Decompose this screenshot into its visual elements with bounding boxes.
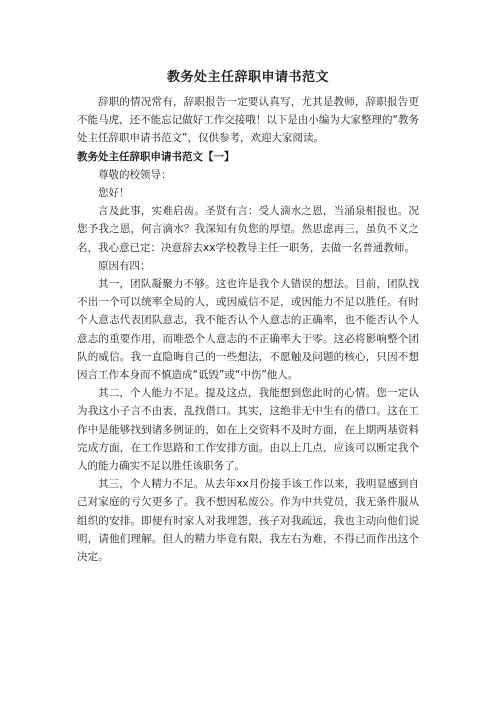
intro-paragraph: 辞职的情况常有，辞职报告一定要认真写，尤其是教师，辞职报告更不能马虎，还不能忘记做好工作交接哦！以下是由小编为大家整理的“教务处主任辞职申请书范文”，仅供参考，欢迎大家阅读。 <box>77 96 419 145</box>
body-paragraph-reason-2: 其二，个人能力不足。提及这点，我能想到您此时的心情。您一定认为我这小子言不由衷，乱找借口。其实，这绝非无中生有的借口。这在工作中是能够找到诸多例证的，如在上交资料不及时方面，在上期两基资料完成方面，在工作思路和工作安排方面。由以上几点，应该可以断定我个人的能力确实不足以胜任该职务了。 <box>77 387 419 473</box>
greeting: 您好！ <box>98 187 130 200</box>
reasons-intro: 原因有四： <box>98 259 151 272</box>
section-heading: 教务处主任辞职申请书范文【一】 <box>77 150 235 163</box>
salutation: 尊敬的校领导： <box>98 168 172 181</box>
body-paragraph-reason-1: 其一，团队凝聚力不够。这也许是我个人错误的想法。目前，团队找不出一个可以统率全局的人，或因威信不足，或因能力不足以胜任。有时个人意志代表团队意志，我不能否认个人意志的正确率，也不能否认个人意志的重要作用，而唯恐个人意志的不正确率大于零。这必将影响整个团队的威信。我一直隐晦自己的一些想法，不愿触及问题的核心，只因不想因言工作本身而不慎造成“诋毁”或“中伤”他人。 <box>77 278 419 382</box>
body-paragraph-reason-3: 其三，个人精力不足。从去年xx月份接手该工作以来，我明显感到自己对家庭的亏欠更多了。我不想因私废公。作为中共党员，我无条件服从组织的安排。即便有时家人对我埋怨，孩子对我疏远，我也主动向他们说明，请他们理解。但人的精力毕竟有限，我左右为难，不得已而作出这个决定。 <box>77 478 419 564</box>
document-title: 教务处主任辞职申请书范文 <box>166 70 329 85</box>
body-paragraph-1: 言及此事，实难启齿。圣贤有言：受人滴水之恩，当涌泉相报也。况您予我之恩，何言滴水？我深知有负您的厚望。然思虑再三，虽负不义之名，我心意已定：决意辞去xx学校教导主任一职务，去做一名普通教师。 <box>77 205 419 254</box>
document-body <box>77 93 419 566</box>
